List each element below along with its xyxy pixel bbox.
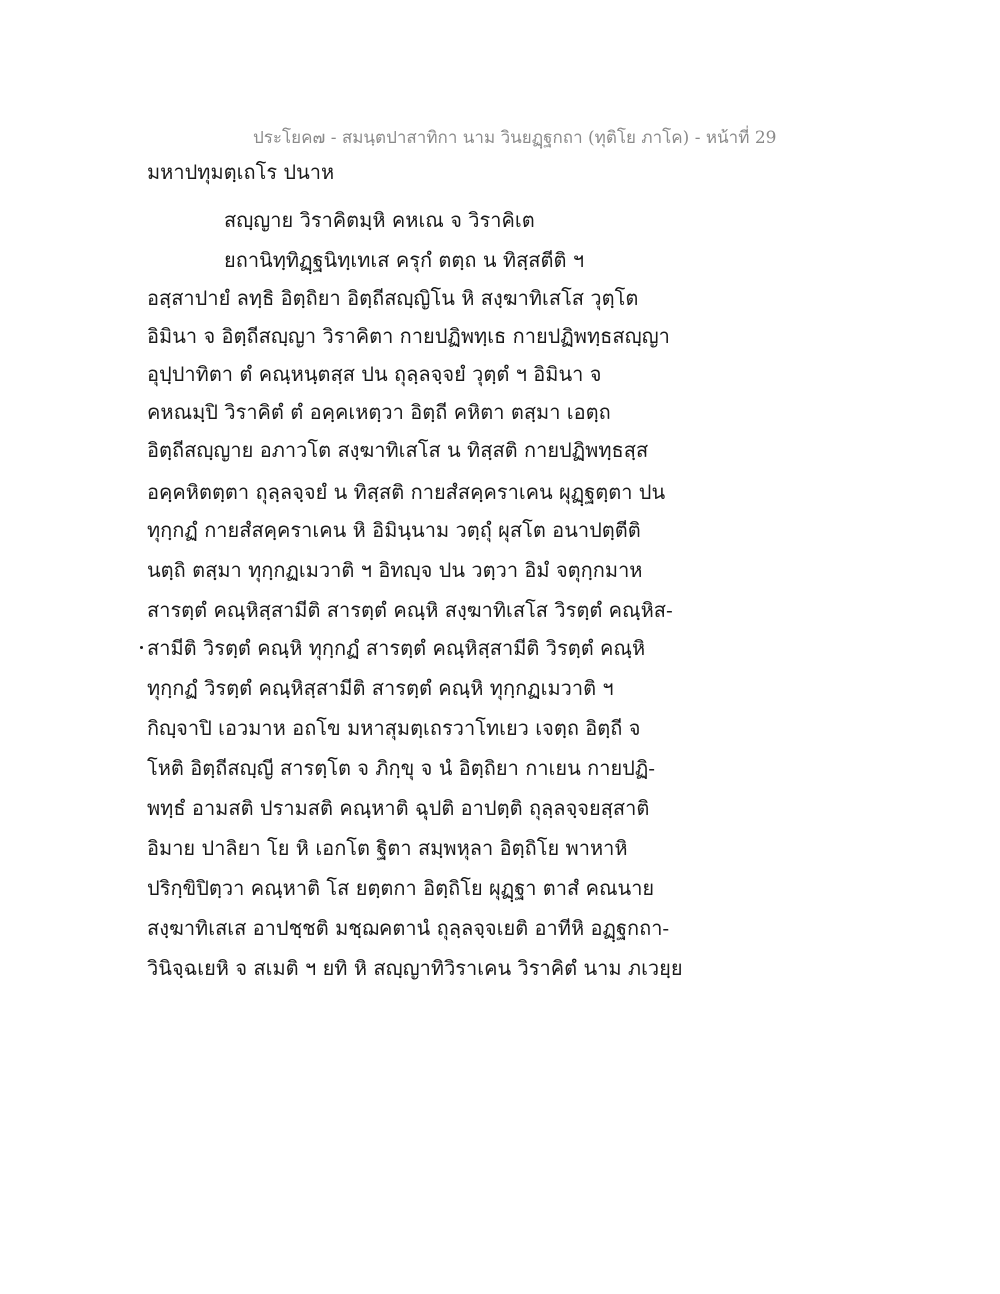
body-line: โหติ อิตฺถีสญฺญี สารตฺโต จ ภิกฺขุ จ นํ อิตฺถิยา กาเยน กายปฏิ- <box>147 756 656 780</box>
section-heading: มหาปทุมตฺเถโร ปนาห <box>147 160 335 184</box>
body-line: ทุกฺกฏํ วิรตฺตํ คณฺหิสฺสามีติ สารตฺตํ คณฺหิ ทุกฺกฏเมวาติ ฯ <box>147 676 614 700</box>
margin-dot <box>140 646 143 649</box>
body-line: ทุกฺกฏํ กายสํสคฺคราเคน หิ อิมินฺนาม วตฺถุํ ผุสโต อนาปตฺตีติ <box>147 518 641 542</box>
page-header: ประโยค๗ - สมนฺตปาสาทิกา นาม วินยฏฺฐกถา (ทุติโย ภาโค) - หน้าที่ 29 <box>253 128 777 148</box>
body-line: คหณมฺปิ วิราคิตํ ตํ อคฺคเหตฺวา อิตฺถี คหิตา ตสฺมา เอตฺถ <box>147 400 611 424</box>
verse-line: ยถานิทฺทิฏฺฐนิทฺเทเส ครุกํ ตตฺถ น ทิสฺสตีติ ฯ <box>224 248 585 272</box>
body-line: อิมาย ปาลิยา โย หิ เอกโต ฐิตา สมฺพหุลา อิตฺถิโย พาหาหิ <box>147 836 628 860</box>
body-line: ปริกฺขิปิตฺวา คณฺหาติ โส ยตฺตกา อิตฺถิโย ผุฏฺฐา ตาสํ คณนาย <box>147 876 655 900</box>
body-line: สารตฺตํ คณฺหิสฺสามีติ สารตฺตํ คณฺหิ สงฺฆาทิเสโส วิรตฺตํ คณฺหิส- <box>147 598 673 622</box>
verse-line: สญฺญาย วิราคิตมฺหิ คหเณ จ วิราคิเต <box>224 208 535 232</box>
body-line: วินิจฺฉเยหิ จ สเมติ ฯ ยทิ หิ สญฺญาทิวิราเคน วิราคิตํ นาม ภเวยฺย <box>147 956 683 980</box>
body-line: อุปฺปาทิตา ตํ คณฺหนฺตสฺส ปน ถุลฺลจฺจยํ วุตฺตํ ฯ อิมินา จ <box>147 362 602 386</box>
body-line: อสฺสาปายํ ลทฺธิ อิตฺถิยา อิตฺถีสญฺญิโน หิ สงฺฆาทิเสโส วุตฺโต <box>147 286 639 310</box>
body-line: นตฺถิ ตสฺมา ทุกฺกฏเมวาติ ฯ อิทญฺจ ปน วตฺวา อิมํ จตุกฺกมาห <box>147 558 643 582</box>
body-line: สามีติ วิรตฺตํ คณฺหิ ทุกฺกฏํ สารตฺตํ คณฺหิสฺสามีติ วิรตฺตํ คณฺหิ <box>147 636 646 660</box>
body-line: อิตฺถีสญฺญาย อภาวโต สงฺฆาทิเสโส น ทิสฺสติ กายปฏิพทฺธสฺส <box>147 438 649 462</box>
body-line: อิมินา จ อิตฺถีสญฺญา วิราคิตา กายปฏิพทฺเธ กายปฏิพทฺธสญฺญา <box>147 324 670 348</box>
body-line: กิญฺจาปิ เอวมาห อถโข มหาสุมตฺเถรวาโทเยว เจตฺถ อิตฺถี จ <box>147 716 641 740</box>
body-line: สงฺฆาทิเสเส อาปชฺชติ มชฺฌคตานํ ถุลฺลจฺจเยติ อาทีหิ อฏฺฐกถา- <box>147 916 670 940</box>
body-line: อคฺคหิตตฺตา ถุลฺลจฺจยํ น ทิสฺสติ กายสํสคฺคราเคน ผุฏฺฐตฺตา ปน <box>147 480 666 504</box>
body-line: พทฺธํ อามสติ ปรามสติ คณฺหาติ ฉุปติ อาปตฺติ ถุลฺลจฺจยสฺสาติ <box>147 796 650 820</box>
